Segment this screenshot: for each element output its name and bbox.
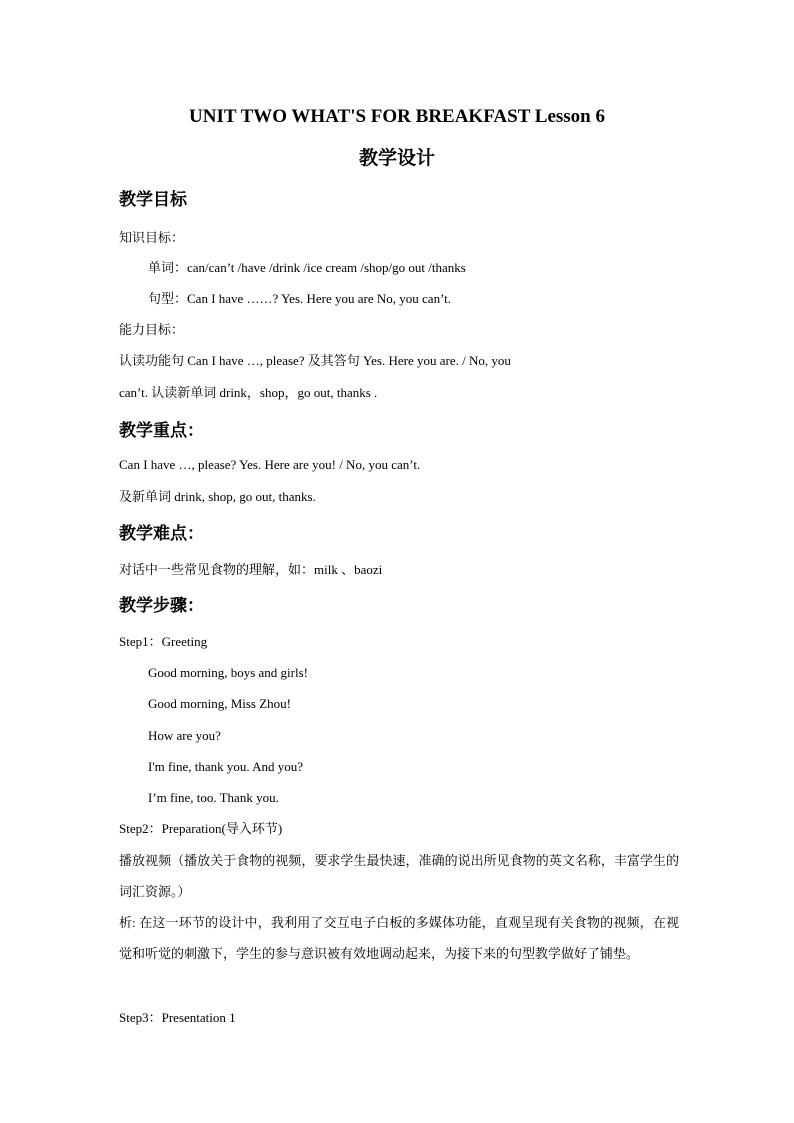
step1-label: Step1：Greeting (119, 634, 208, 649)
step2-paragraph-1: 播放视频（播放关于食物的视频，要求学生最快速，准确的说出所见食物的英文名称，丰富学生的词汇资源。） (119, 853, 679, 899)
step1-dialogue-line: Good morning, Miss Zhou! (148, 696, 291, 711)
ability-objective-label: 能力目标： (119, 322, 185, 337)
key-points-line-2: 及新单词 drink, shop, go out, thanks. (119, 489, 316, 504)
ability-objective-line-1: 认读功能句 Can I have …, please? 及其答句 Yes. Here you are. / No, you (119, 353, 511, 368)
difficulties-line-1: 对话中一些常见食物的理解，如：milk 、baozi (119, 562, 383, 577)
step1-dialogue-line: I'm fine, thank you. And you? (148, 759, 304, 774)
section-heading-difficulties: 教学难点： (119, 524, 204, 544)
section-heading-steps: 教学步骤： (119, 596, 204, 616)
step1-dialogue-line: How are you? (148, 728, 221, 743)
sentence-pattern-line: 句型：Can I have ……? Yes. Here you are No, you can’t. (148, 291, 452, 306)
key-points-line-1: Can I have …, please? Yes. Here are you! / No, you can’t. (119, 457, 421, 472)
document-title: UNIT TWO WHAT'S FOR BREAKFAST Lesson 6 (189, 106, 605, 127)
section-heading-objectives: 教学目标 (119, 190, 187, 210)
step1-dialogue-line: I’m fine, too. Thank you. (148, 790, 279, 805)
vocabulary-line: 单词：can/can’t /have /drink /ice cream /shop/go out /thanks (148, 260, 466, 275)
section-heading-key-points: 教学重点： (119, 421, 204, 441)
knowledge-objective-label: 知识目标： (119, 230, 185, 245)
step2-paragraph-2: 析: 在这一环节的设计中，我利用了交互电子白板的多媒体功能，直观呈现有关食物的视频，在视觉和听觉的刺激下，学生的参与意识被有效地调动起来，为接下来的句型教学做好了铺垫。 (119, 915, 679, 961)
step1-dialogue-line: Good morning, boys and girls! (148, 665, 308, 680)
step3-label: Step3：Presentation 1 (119, 1010, 236, 1025)
document-subtitle: 教学设计 (358, 148, 435, 169)
step2-label: Step2：Preparation(导入环节) (119, 821, 283, 836)
ability-objective-line-2: can’t. 认读新单词 drink，shop，go out, thanks . (119, 385, 378, 400)
